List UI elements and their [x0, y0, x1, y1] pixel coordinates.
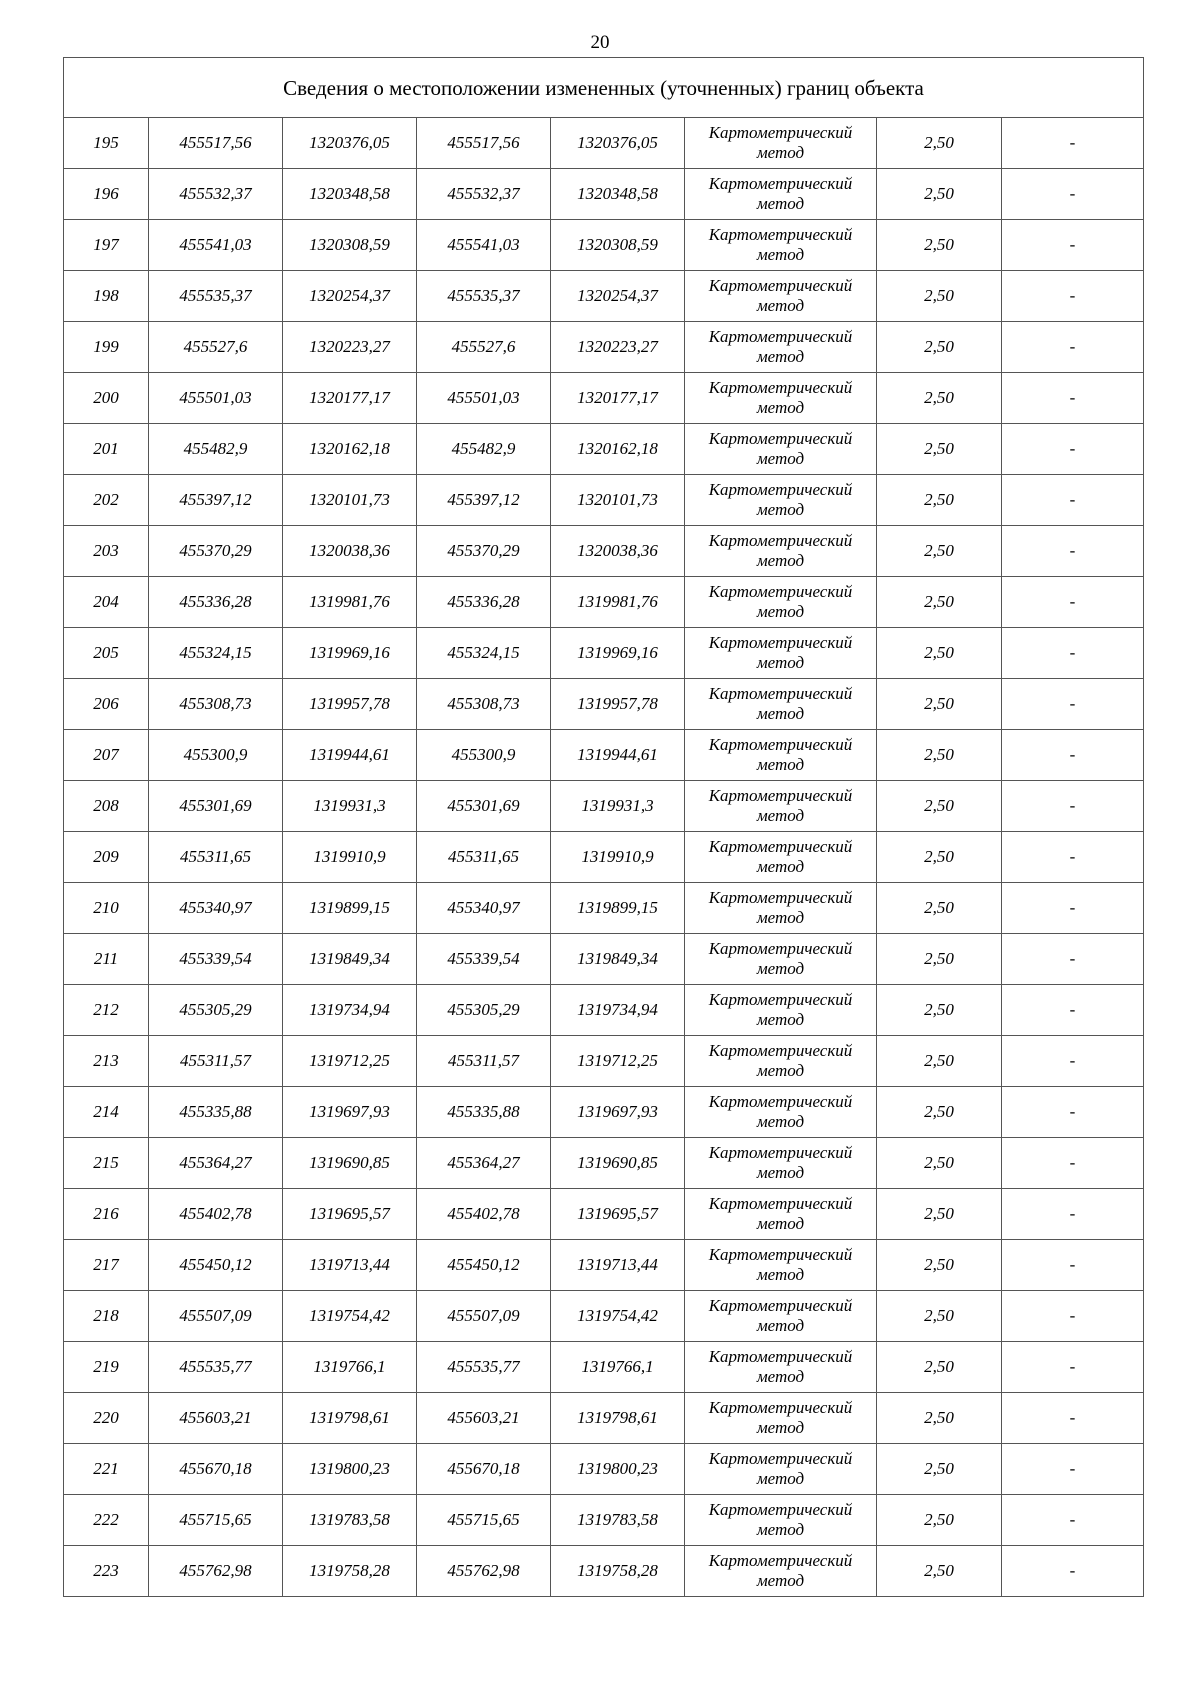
x-refined-cell: 455715,65: [417, 1495, 551, 1546]
note-cell: -: [1002, 1087, 1144, 1138]
accuracy-cell: 2,50: [877, 526, 1002, 577]
point-number-cell: 200: [64, 373, 149, 424]
table-row: [64, 169, 1144, 220]
x-existing-cell: 455603,21: [149, 1393, 283, 1444]
note-cell: -: [1002, 220, 1144, 271]
note-cell: -: [1002, 730, 1144, 781]
point-number-cell: 219: [64, 1342, 149, 1393]
point-number-cell: 217: [64, 1240, 149, 1291]
x-refined-cell: 455340,97: [417, 883, 551, 934]
table-title: Сведения о местоположении измененных (уточненных) границ объекта: [64, 58, 1144, 118]
table-row: [64, 118, 1144, 169]
x-refined-cell: 455535,37: [417, 271, 551, 322]
table-row: [64, 1546, 1144, 1597]
point-number-cell: 211: [64, 934, 149, 985]
point-number-cell: 220: [64, 1393, 149, 1444]
point-number-cell: 216: [64, 1189, 149, 1240]
accuracy-cell: 2,50: [877, 781, 1002, 832]
x-refined-cell: 455501,03: [417, 373, 551, 424]
x-refined-cell: 455603,21: [417, 1393, 551, 1444]
table-row: [64, 679, 1144, 730]
note-cell: -: [1002, 1444, 1144, 1495]
y-existing-cell: 1320162,18: [283, 424, 417, 475]
x-existing-cell: 455535,77: [149, 1342, 283, 1393]
y-refined-cell: 1319981,76: [551, 577, 685, 628]
table-row: [64, 1444, 1144, 1495]
method-cell: Картометрический метод: [685, 1240, 877, 1291]
table-row: [64, 1138, 1144, 1189]
y-refined-cell: 1320223,27: [551, 322, 685, 373]
table-row: [64, 1291, 1144, 1342]
y-existing-cell: 1319712,25: [283, 1036, 417, 1087]
table-row: [64, 730, 1144, 781]
x-refined-cell: 455535,77: [417, 1342, 551, 1393]
point-number-cell: 206: [64, 679, 149, 730]
note-cell: -: [1002, 1291, 1144, 1342]
table-body: [64, 118, 1144, 1597]
point-number-cell: 199: [64, 322, 149, 373]
y-existing-cell: 1319697,93: [283, 1087, 417, 1138]
x-existing-cell: 455402,78: [149, 1189, 283, 1240]
y-refined-cell: 1319758,28: [551, 1546, 685, 1597]
accuracy-cell: 2,50: [877, 934, 1002, 985]
point-number-cell: 207: [64, 730, 149, 781]
note-cell: -: [1002, 169, 1144, 220]
method-cell: Картометрический метод: [685, 832, 877, 883]
point-number-cell: 205: [64, 628, 149, 679]
x-refined-cell: 455482,9: [417, 424, 551, 475]
note-cell: -: [1002, 1393, 1144, 1444]
point-number-cell: 198: [64, 271, 149, 322]
note-cell: -: [1002, 934, 1144, 985]
method-cell: Картометрический метод: [685, 271, 877, 322]
y-refined-cell: 1319690,85: [551, 1138, 685, 1189]
method-cell: Картометрический метод: [685, 118, 877, 169]
y-refined-cell: 1319798,61: [551, 1393, 685, 1444]
method-cell: Картометрический метод: [685, 424, 877, 475]
x-refined-cell: 455336,28: [417, 577, 551, 628]
y-refined-cell: 1319713,44: [551, 1240, 685, 1291]
method-cell: Картометрический метод: [685, 1342, 877, 1393]
method-cell: Картометрический метод: [685, 628, 877, 679]
table-row: [64, 883, 1144, 934]
accuracy-cell: 2,50: [877, 424, 1002, 475]
point-number-cell: 196: [64, 169, 149, 220]
y-refined-cell: 1319697,93: [551, 1087, 685, 1138]
y-refined-cell: 1320177,17: [551, 373, 685, 424]
x-existing-cell: 455527,6: [149, 322, 283, 373]
point-number-cell: 218: [64, 1291, 149, 1342]
x-refined-cell: 455507,09: [417, 1291, 551, 1342]
method-cell: Картометрический метод: [685, 985, 877, 1036]
table-row: [64, 1189, 1144, 1240]
x-existing-cell: 455450,12: [149, 1240, 283, 1291]
y-existing-cell: 1319713,44: [283, 1240, 417, 1291]
x-existing-cell: 455311,57: [149, 1036, 283, 1087]
note-cell: -: [1002, 1240, 1144, 1291]
x-existing-cell: 455339,54: [149, 934, 283, 985]
point-number-cell: 223: [64, 1546, 149, 1597]
method-cell: Картометрический метод: [685, 1291, 877, 1342]
y-existing-cell: 1319758,28: [283, 1546, 417, 1597]
y-existing-cell: 1319849,34: [283, 934, 417, 985]
x-refined-cell: 455532,37: [417, 169, 551, 220]
accuracy-cell: 2,50: [877, 1138, 1002, 1189]
y-refined-cell: 1319734,94: [551, 985, 685, 1036]
y-refined-cell: 1319800,23: [551, 1444, 685, 1495]
y-refined-cell: 1319695,57: [551, 1189, 685, 1240]
method-cell: Картометрический метод: [685, 1036, 877, 1087]
x-existing-cell: 455670,18: [149, 1444, 283, 1495]
accuracy-cell: 2,50: [877, 169, 1002, 220]
table-row: [64, 577, 1144, 628]
x-existing-cell: 455507,09: [149, 1291, 283, 1342]
y-existing-cell: 1320177,17: [283, 373, 417, 424]
y-existing-cell: 1319783,58: [283, 1495, 417, 1546]
x-existing-cell: 455532,37: [149, 169, 283, 220]
point-number-cell: 202: [64, 475, 149, 526]
x-refined-cell: 455335,88: [417, 1087, 551, 1138]
note-cell: -: [1002, 1189, 1144, 1240]
note-cell: -: [1002, 628, 1144, 679]
x-refined-cell: 455370,29: [417, 526, 551, 577]
table-row: [64, 781, 1144, 832]
point-number-cell: 212: [64, 985, 149, 1036]
method-cell: Картометрический метод: [685, 1189, 877, 1240]
x-existing-cell: 455324,15: [149, 628, 283, 679]
x-refined-cell: 455402,78: [417, 1189, 551, 1240]
y-existing-cell: 1319695,57: [283, 1189, 417, 1240]
accuracy-cell: 2,50: [877, 1291, 1002, 1342]
y-refined-cell: 1320376,05: [551, 118, 685, 169]
accuracy-cell: 2,50: [877, 373, 1002, 424]
accuracy-cell: 2,50: [877, 628, 1002, 679]
method-cell: Картометрический метод: [685, 1138, 877, 1189]
y-refined-cell: 1320348,58: [551, 169, 685, 220]
y-refined-cell: 1320162,18: [551, 424, 685, 475]
method-cell: Картометрический метод: [685, 169, 877, 220]
method-cell: Картометрический метод: [685, 1546, 877, 1597]
note-cell: -: [1002, 1342, 1144, 1393]
note-cell: -: [1002, 118, 1144, 169]
x-refined-cell: 455450,12: [417, 1240, 551, 1291]
method-cell: Картометрический метод: [685, 577, 877, 628]
table-row: [64, 628, 1144, 679]
table-row: [64, 1342, 1144, 1393]
y-refined-cell: 1320254,37: [551, 271, 685, 322]
accuracy-cell: 2,50: [877, 118, 1002, 169]
y-refined-cell: 1320038,36: [551, 526, 685, 577]
accuracy-cell: 2,50: [877, 679, 1002, 730]
note-cell: -: [1002, 883, 1144, 934]
y-refined-cell: 1319712,25: [551, 1036, 685, 1087]
accuracy-cell: 2,50: [877, 1189, 1002, 1240]
y-existing-cell: 1320348,58: [283, 169, 417, 220]
point-number-cell: 208: [64, 781, 149, 832]
table-row: [64, 526, 1144, 577]
table-row: [64, 475, 1144, 526]
y-existing-cell: 1320038,36: [283, 526, 417, 577]
note-cell: -: [1002, 373, 1144, 424]
accuracy-cell: 2,50: [877, 1393, 1002, 1444]
y-refined-cell: 1319944,61: [551, 730, 685, 781]
x-refined-cell: 455762,98: [417, 1546, 551, 1597]
table-row: [64, 985, 1144, 1036]
x-refined-cell: 455300,9: [417, 730, 551, 781]
y-existing-cell: 1319910,9: [283, 832, 417, 883]
y-existing-cell: 1320254,37: [283, 271, 417, 322]
y-refined-cell: 1319754,42: [551, 1291, 685, 1342]
y-refined-cell: 1319969,16: [551, 628, 685, 679]
x-existing-cell: 455482,9: [149, 424, 283, 475]
point-number-cell: 222: [64, 1495, 149, 1546]
x-refined-cell: 455397,12: [417, 475, 551, 526]
x-existing-cell: 455517,56: [149, 118, 283, 169]
accuracy-cell: 2,50: [877, 832, 1002, 883]
accuracy-cell: 2,50: [877, 322, 1002, 373]
y-existing-cell: 1319754,42: [283, 1291, 417, 1342]
y-refined-cell: 1320101,73: [551, 475, 685, 526]
x-refined-cell: 455305,29: [417, 985, 551, 1036]
x-refined-cell: 455339,54: [417, 934, 551, 985]
method-cell: Картометрический метод: [685, 1087, 877, 1138]
accuracy-cell: 2,50: [877, 1087, 1002, 1138]
point-number-cell: 209: [64, 832, 149, 883]
accuracy-cell: 2,50: [877, 1444, 1002, 1495]
y-existing-cell: 1319800,23: [283, 1444, 417, 1495]
y-existing-cell: 1319944,61: [283, 730, 417, 781]
y-existing-cell: 1319931,3: [283, 781, 417, 832]
accuracy-cell: 2,50: [877, 1546, 1002, 1597]
x-existing-cell: 455501,03: [149, 373, 283, 424]
method-cell: Картометрический метод: [685, 934, 877, 985]
note-cell: -: [1002, 526, 1144, 577]
y-refined-cell: 1319957,78: [551, 679, 685, 730]
note-cell: -: [1002, 1138, 1144, 1189]
method-cell: Картометрический метод: [685, 883, 877, 934]
method-cell: Картометрический метод: [685, 322, 877, 373]
note-cell: -: [1002, 424, 1144, 475]
accuracy-cell: 2,50: [877, 271, 1002, 322]
y-existing-cell: 1320101,73: [283, 475, 417, 526]
table-row: [64, 322, 1144, 373]
y-existing-cell: 1319957,78: [283, 679, 417, 730]
x-existing-cell: 455715,65: [149, 1495, 283, 1546]
x-existing-cell: 455336,28: [149, 577, 283, 628]
x-existing-cell: 455340,97: [149, 883, 283, 934]
point-number-cell: 214: [64, 1087, 149, 1138]
x-existing-cell: 455300,9: [149, 730, 283, 781]
table-row: [64, 220, 1144, 271]
method-cell: Картометрический метод: [685, 781, 877, 832]
note-cell: -: [1002, 985, 1144, 1036]
table-row: [64, 832, 1144, 883]
x-existing-cell: 455311,65: [149, 832, 283, 883]
x-existing-cell: 455535,37: [149, 271, 283, 322]
table-row: [64, 373, 1144, 424]
x-refined-cell: 455541,03: [417, 220, 551, 271]
table-row: [64, 1240, 1144, 1291]
page-number: 20: [590, 32, 610, 53]
x-refined-cell: 455670,18: [417, 1444, 551, 1495]
y-existing-cell: 1319798,61: [283, 1393, 417, 1444]
x-existing-cell: 455305,29: [149, 985, 283, 1036]
point-number-cell: 201: [64, 424, 149, 475]
x-refined-cell: 455308,73: [417, 679, 551, 730]
method-cell: Картометрический метод: [685, 730, 877, 781]
y-existing-cell: 1320308,59: [283, 220, 417, 271]
method-cell: Картометрический метод: [685, 526, 877, 577]
y-refined-cell: 1319910,9: [551, 832, 685, 883]
method-cell: Картометрический метод: [685, 1444, 877, 1495]
accuracy-cell: 2,50: [877, 1036, 1002, 1087]
y-existing-cell: 1319899,15: [283, 883, 417, 934]
x-refined-cell: 455517,56: [417, 118, 551, 169]
x-refined-cell: 455364,27: [417, 1138, 551, 1189]
note-cell: -: [1002, 832, 1144, 883]
note-cell: -: [1002, 577, 1144, 628]
table-row: [64, 1036, 1144, 1087]
point-number-cell: 221: [64, 1444, 149, 1495]
x-existing-cell: 455397,12: [149, 475, 283, 526]
point-number-cell: 197: [64, 220, 149, 271]
y-existing-cell: 1319981,76: [283, 577, 417, 628]
x-refined-cell: 455301,69: [417, 781, 551, 832]
x-existing-cell: 455364,27: [149, 1138, 283, 1189]
note-cell: -: [1002, 1495, 1144, 1546]
accuracy-cell: 2,50: [877, 985, 1002, 1036]
point-number-cell: 195: [64, 118, 149, 169]
note-cell: -: [1002, 679, 1144, 730]
y-refined-cell: 1319849,34: [551, 934, 685, 985]
table-row: [64, 934, 1144, 985]
table-row: [64, 424, 1144, 475]
table-row: [64, 1393, 1144, 1444]
note-cell: -: [1002, 1036, 1144, 1087]
accuracy-cell: 2,50: [877, 220, 1002, 271]
accuracy-cell: 2,50: [877, 730, 1002, 781]
y-existing-cell: 1320223,27: [283, 322, 417, 373]
y-existing-cell: 1319690,85: [283, 1138, 417, 1189]
note-cell: -: [1002, 322, 1144, 373]
x-existing-cell: 455308,73: [149, 679, 283, 730]
y-refined-cell: 1319766,1: [551, 1342, 685, 1393]
note-cell: -: [1002, 781, 1144, 832]
y-refined-cell: 1319899,15: [551, 883, 685, 934]
x-refined-cell: 455324,15: [417, 628, 551, 679]
y-existing-cell: 1319734,94: [283, 985, 417, 1036]
x-existing-cell: 455335,88: [149, 1087, 283, 1138]
y-refined-cell: 1319783,58: [551, 1495, 685, 1546]
x-refined-cell: 455527,6: [417, 322, 551, 373]
point-number-cell: 203: [64, 526, 149, 577]
boundary-coordinates-table: [63, 57, 1144, 1597]
x-existing-cell: 455541,03: [149, 220, 283, 271]
y-existing-cell: 1319766,1: [283, 1342, 417, 1393]
accuracy-cell: 2,50: [877, 1240, 1002, 1291]
table-row: [64, 271, 1144, 322]
accuracy-cell: 2,50: [877, 1342, 1002, 1393]
x-refined-cell: 455311,57: [417, 1036, 551, 1087]
y-existing-cell: 1320376,05: [283, 118, 417, 169]
point-number-cell: 204: [64, 577, 149, 628]
x-existing-cell: 455762,98: [149, 1546, 283, 1597]
note-cell: -: [1002, 1546, 1144, 1597]
method-cell: Картометрический метод: [685, 373, 877, 424]
accuracy-cell: 2,50: [877, 577, 1002, 628]
accuracy-cell: 2,50: [877, 1495, 1002, 1546]
y-refined-cell: 1319931,3: [551, 781, 685, 832]
x-existing-cell: 455370,29: [149, 526, 283, 577]
note-cell: -: [1002, 475, 1144, 526]
table-row: [64, 1087, 1144, 1138]
x-refined-cell: 455311,65: [417, 832, 551, 883]
accuracy-cell: 2,50: [877, 475, 1002, 526]
point-number-cell: 215: [64, 1138, 149, 1189]
point-number-cell: 213: [64, 1036, 149, 1087]
y-existing-cell: 1319969,16: [283, 628, 417, 679]
method-cell: Картометрический метод: [685, 1495, 877, 1546]
method-cell: Картометрический метод: [685, 1393, 877, 1444]
point-number-cell: 210: [64, 883, 149, 934]
table-row: [64, 1495, 1144, 1546]
method-cell: Картометрический метод: [685, 679, 877, 730]
method-cell: Картометрический метод: [685, 475, 877, 526]
method-cell: Картометрический метод: [685, 220, 877, 271]
y-refined-cell: 1320308,59: [551, 220, 685, 271]
x-existing-cell: 455301,69: [149, 781, 283, 832]
note-cell: -: [1002, 271, 1144, 322]
accuracy-cell: 2,50: [877, 883, 1002, 934]
